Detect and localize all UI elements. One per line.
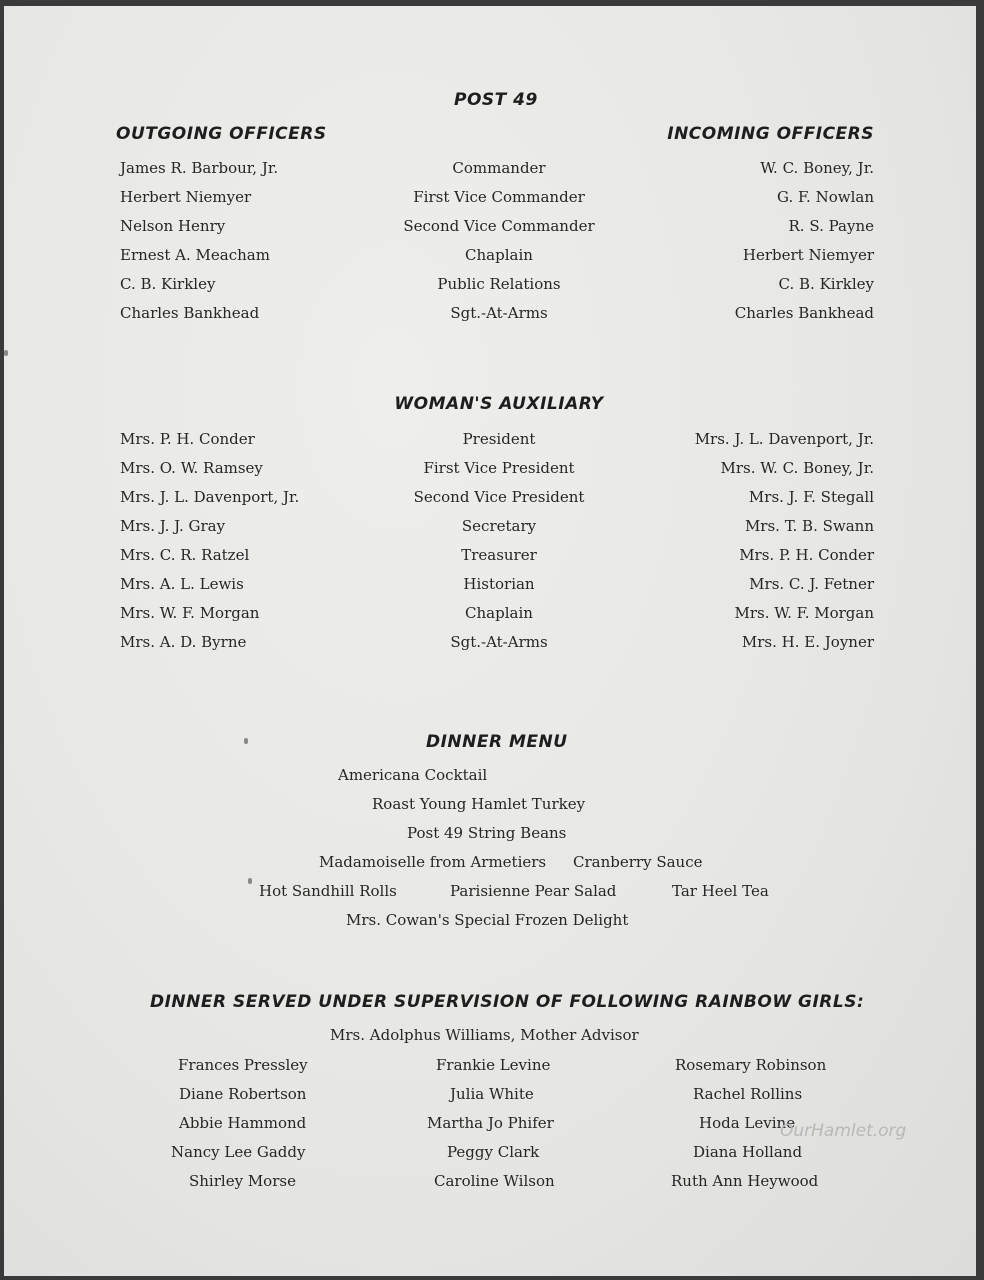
rainbow-girl: Ruth Ann Heywood [671, 1172, 819, 1190]
menu-item: Hot Sandhill Rolls [259, 882, 397, 900]
menu-item: Post 49 String Beans [407, 824, 567, 842]
outgoing-officer: Mrs. O. W. Ramsey [120, 459, 263, 477]
incoming-officer: Mrs. W. C. Boney, Jr. [720, 459, 874, 477]
incoming-officer: Mrs. H. E. Joyner [741, 633, 874, 651]
office-title: Historian [463, 575, 535, 593]
outgoing-officer: Nelson Henry [120, 217, 226, 235]
incoming-officer: R. S. Payne [788, 217, 874, 235]
menu-item: Tar Heel Tea [672, 882, 769, 900]
menu-item: Cranberry Sauce [573, 853, 703, 871]
outgoing-officer: Mrs. J. L. Davenport, Jr. [120, 488, 300, 506]
outgoing-officer: Mrs. W. F. Morgan [120, 604, 260, 622]
incoming-officer: C. B. Kirkley [778, 275, 874, 293]
rainbow-girls-header: DINNER SERVED UNDER SUPERVISION OF FOLLOWING RAINBOW GIRLS: [150, 992, 865, 1012]
incoming-officer: Mrs. P. H. Conder [739, 546, 874, 564]
rainbow-girl: Rosemary Robinson [675, 1056, 827, 1074]
paper-mark [248, 878, 252, 884]
office-title: Secretary [461, 517, 537, 535]
dinner-menu-header: DINNER MENU [426, 732, 568, 752]
outgoing-officer: C. B. Kirkley [120, 275, 216, 293]
watermark: OurHamlet.org [780, 1121, 907, 1141]
office-title: Chaplain [465, 246, 533, 264]
rainbow-girl: Peggy Clark [447, 1143, 540, 1161]
office-title: Second Vice Commander [403, 217, 595, 235]
office-title: Second Vice President [413, 488, 585, 506]
incoming-officer: W. C. Boney, Jr. [760, 159, 874, 177]
rainbow-girl: Diana Holland [693, 1143, 803, 1161]
rainbow-girl: Rachel Rollins [693, 1085, 803, 1103]
rainbow-girl: Abbie Hammond [179, 1114, 307, 1132]
incoming-officer: G. F. Nowlan [777, 188, 874, 206]
outgoing-officer: Ernest A. Meacham [120, 246, 270, 264]
office-title: President [462, 430, 536, 448]
post-title: POST 49 [454, 90, 538, 110]
office-title: Treasurer [461, 546, 537, 564]
menu-item: Madamoiselle from Armetiers [319, 853, 547, 871]
office-title: Public Relations [437, 275, 561, 293]
menu-item: Parisienne Pear Salad [450, 882, 617, 900]
incoming-officer: Mrs. W. F. Morgan [734, 604, 874, 622]
outgoing-officer: Mrs. P. H. Conder [120, 430, 255, 448]
program-page [4, 6, 976, 1276]
menu-item: Roast Young Hamlet Turkey [372, 795, 586, 813]
office-title: Sgt.-At-Arms [450, 633, 548, 651]
outgoing-officer: Mrs. C. R. Ratzel [120, 546, 250, 564]
rainbow-girl: Frances Pressley [178, 1056, 308, 1074]
outgoing-officer: Mrs. A. L. Lewis [120, 575, 244, 593]
incoming-officer: Charles Bankhead [734, 304, 874, 322]
auxiliary-header: WOMAN'S AUXILIARY [394, 394, 604, 414]
outgoing-officer: Mrs. A. D. Byrne [120, 633, 247, 651]
outgoing-officer: Charles Bankhead [120, 304, 260, 322]
outgoing-officers-header: OUTGOING OFFICERS [116, 124, 327, 144]
incoming-officers-header: INCOMING OFFICERS [667, 124, 874, 144]
incoming-officer: Herbert Niemyer [742, 246, 874, 264]
outgoing-officer: Herbert Niemyer [120, 188, 252, 206]
menu-item: Mrs. Cowan's Special Frozen Delight [346, 911, 629, 929]
incoming-officer: Mrs. C. J. Fetner [749, 575, 874, 593]
incoming-officer: Mrs. T. B. Swann [744, 517, 874, 535]
mother-advisor: Mrs. Adolphus Williams, Mother Advisor [330, 1026, 639, 1044]
rainbow-girl: Frankie Levine [436, 1056, 551, 1074]
rainbow-girl: Caroline Wilson [434, 1172, 555, 1190]
office-title: First Vice President [423, 459, 575, 477]
office-title: Commander [452, 159, 546, 177]
outgoing-officer: Mrs. J. J. Gray [120, 517, 226, 535]
incoming-officer: Mrs. J. F. Stegall [748, 488, 874, 506]
paper-mark [244, 738, 248, 744]
office-title: Sgt.-At-Arms [450, 304, 548, 322]
menu-item: Americana Cocktail [338, 766, 488, 784]
rainbow-girl: Nancy Lee Gaddy [171, 1143, 306, 1161]
office-title: Chaplain [465, 604, 533, 622]
office-title: First Vice Commander [413, 188, 585, 206]
rainbow-girl: Martha Jo Phifer [427, 1114, 554, 1132]
outgoing-officer: James R. Barbour, Jr. [120, 159, 279, 177]
paper-mark [4, 350, 8, 356]
rainbow-girl: Diane Robertson [179, 1085, 307, 1103]
rainbow-girl: Shirley Morse [189, 1172, 296, 1190]
rainbow-girl: Julia White [450, 1085, 534, 1103]
incoming-officer: Mrs. J. L. Davenport, Jr. [694, 430, 874, 448]
rainbow-girl: Hoda Levine [699, 1114, 796, 1132]
